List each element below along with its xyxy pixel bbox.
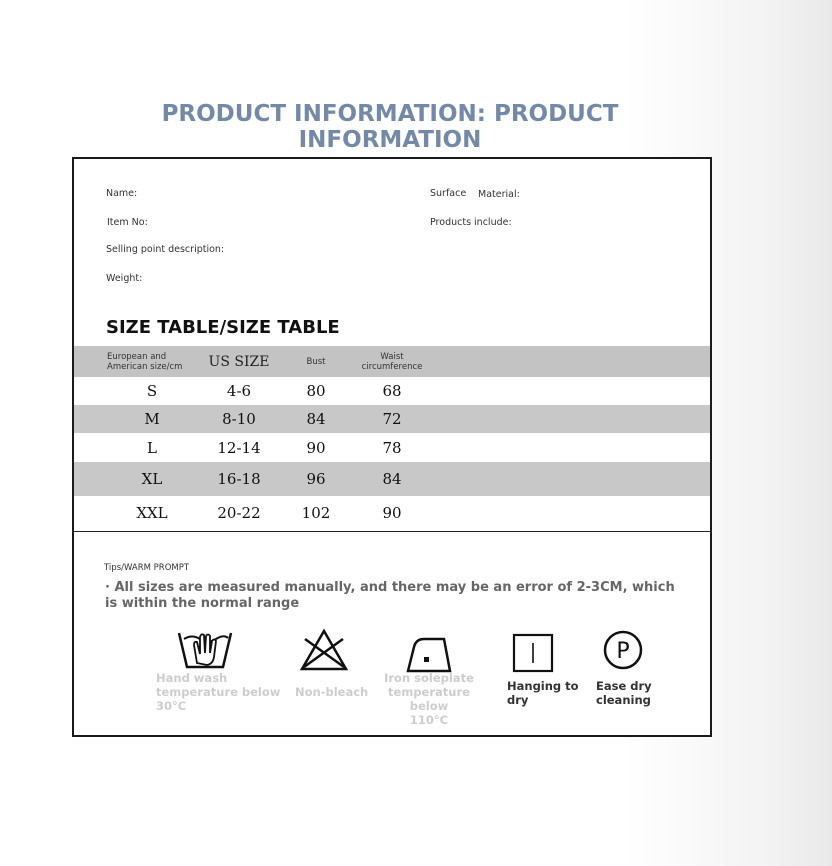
products-include-label: Products include: bbox=[430, 217, 512, 228]
cell-size: L bbox=[147, 438, 157, 457]
cell-us-size: 20-22 bbox=[217, 504, 261, 522]
cell-size: XL bbox=[141, 470, 163, 488]
cell-us-size: 8-10 bbox=[222, 410, 256, 428]
cell-us-size: 12-14 bbox=[217, 438, 261, 457]
header-eu-size: European and American size/cm bbox=[107, 351, 183, 372]
svg-text:P: P bbox=[616, 639, 630, 664]
cell-waist: 72 bbox=[382, 410, 402, 428]
table-row bbox=[74, 377, 710, 405]
hand-wash-icon bbox=[176, 627, 234, 675]
product-info-card bbox=[72, 157, 712, 737]
name-label: Name: bbox=[106, 188, 138, 199]
cell-waist: 78 bbox=[382, 438, 402, 457]
cell-bust: 96 bbox=[306, 470, 326, 488]
header-us-size: US SIZE bbox=[208, 353, 270, 370]
cell-waist: 68 bbox=[382, 382, 402, 400]
dry-clean-icon bbox=[602, 629, 644, 671]
cell-size: S bbox=[146, 382, 158, 400]
iron-label: Iron soleplate temperature below 110°C bbox=[384, 671, 474, 727]
hang-dry-label: Hanging to dry bbox=[507, 679, 579, 707]
cell-bust: 80 bbox=[306, 382, 326, 400]
table-row bbox=[74, 496, 710, 530]
cell-waist: 90 bbox=[382, 504, 402, 522]
page-title: PRODUCT INFORMATION: PRODUCT INFORMATION bbox=[161, 101, 619, 153]
table-row bbox=[74, 433, 710, 462]
size-table-title: SIZE TABLE/SIZE TABLE bbox=[106, 317, 340, 338]
cell-waist: 84 bbox=[382, 470, 402, 488]
hang-dry-icon bbox=[512, 633, 554, 673]
weight-label: Weight: bbox=[106, 273, 143, 284]
header-bust: Bust bbox=[306, 356, 326, 367]
size-table-header bbox=[74, 346, 710, 377]
cell-us-size: 16-18 bbox=[217, 470, 261, 488]
dry-clean-label: Ease dry cleaning bbox=[596, 679, 652, 707]
cell-size: XXL bbox=[136, 504, 168, 522]
tips-label: Tips/WARM PROMPT bbox=[104, 563, 190, 573]
header-waist: Waist circumference bbox=[361, 351, 423, 372]
no-bleach-icon bbox=[298, 627, 350, 673]
cell-bust: 90 bbox=[306, 438, 326, 457]
tips-text: · All sizes are measured manually, and there may be an error of 2-3CM, which is within the normal range bbox=[105, 580, 675, 611]
iron-icon bbox=[404, 633, 454, 673]
surface-label: Surface bbox=[430, 188, 467, 199]
cell-bust: 84 bbox=[306, 410, 326, 428]
item-no-label: Item No: bbox=[107, 217, 148, 228]
hand-wash-label: Hand wash temperature below 30°C bbox=[156, 671, 281, 713]
cell-bust: 102 bbox=[301, 504, 331, 522]
cell-size: M bbox=[144, 410, 160, 428]
size-table bbox=[74, 346, 710, 530]
table-row bbox=[74, 462, 710, 496]
cell-us-size: 4-6 bbox=[226, 382, 252, 400]
table-row bbox=[74, 405, 710, 433]
selling-point-label: Selling point description: bbox=[106, 244, 225, 255]
material-label: Material: bbox=[478, 189, 520, 200]
section-divider bbox=[74, 531, 710, 532]
non-bleach-label: Non-bleach bbox=[295, 685, 369, 699]
